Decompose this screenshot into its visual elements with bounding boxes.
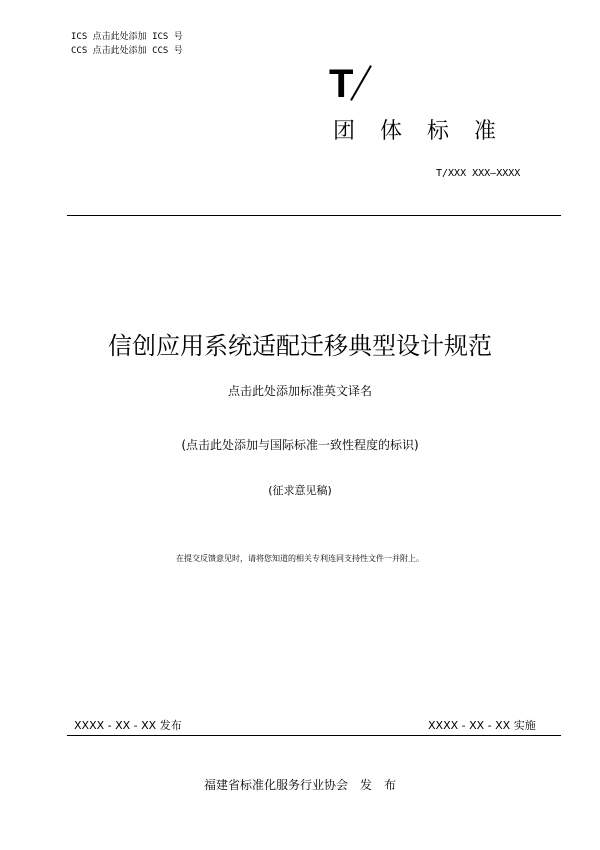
ics-line[interactable]: ICS 点击此处添加 ICS 号 [71,32,183,42]
ccs-line[interactable]: CCS 点击此处添加 CCS 号 [71,46,183,56]
top-divider [67,215,561,216]
standard-category: 团体标准 [333,119,522,144]
publish-date[interactable]: XXXX - XX - XX 发布 [74,719,182,732]
standard-number[interactable]: T/XXX XXX—XXXX [436,168,521,179]
intl-consistency-placeholder[interactable]: (点击此处添加与国际标准一致性程度的标识) [181,438,419,452]
english-title-placeholder[interactable]: 点击此处添加标准英文译名 [227,384,372,398]
issuing-organization: 福建省标准化服务行业协会 发 布 [203,778,396,792]
document-title[interactable]: 信创应用系统适配迁移典型设计规范 [108,332,492,360]
standard-type-letter: T [329,62,354,106]
implement-date[interactable]: XXXX - XX - XX 实施 [428,719,536,732]
patent-notice: 在提交反馈意见时，请将您知道的相关专利连同支持性文件一并附上。 [176,554,424,563]
draft-status: (征求意见稿) [268,484,332,497]
bottom-divider [67,735,561,736]
